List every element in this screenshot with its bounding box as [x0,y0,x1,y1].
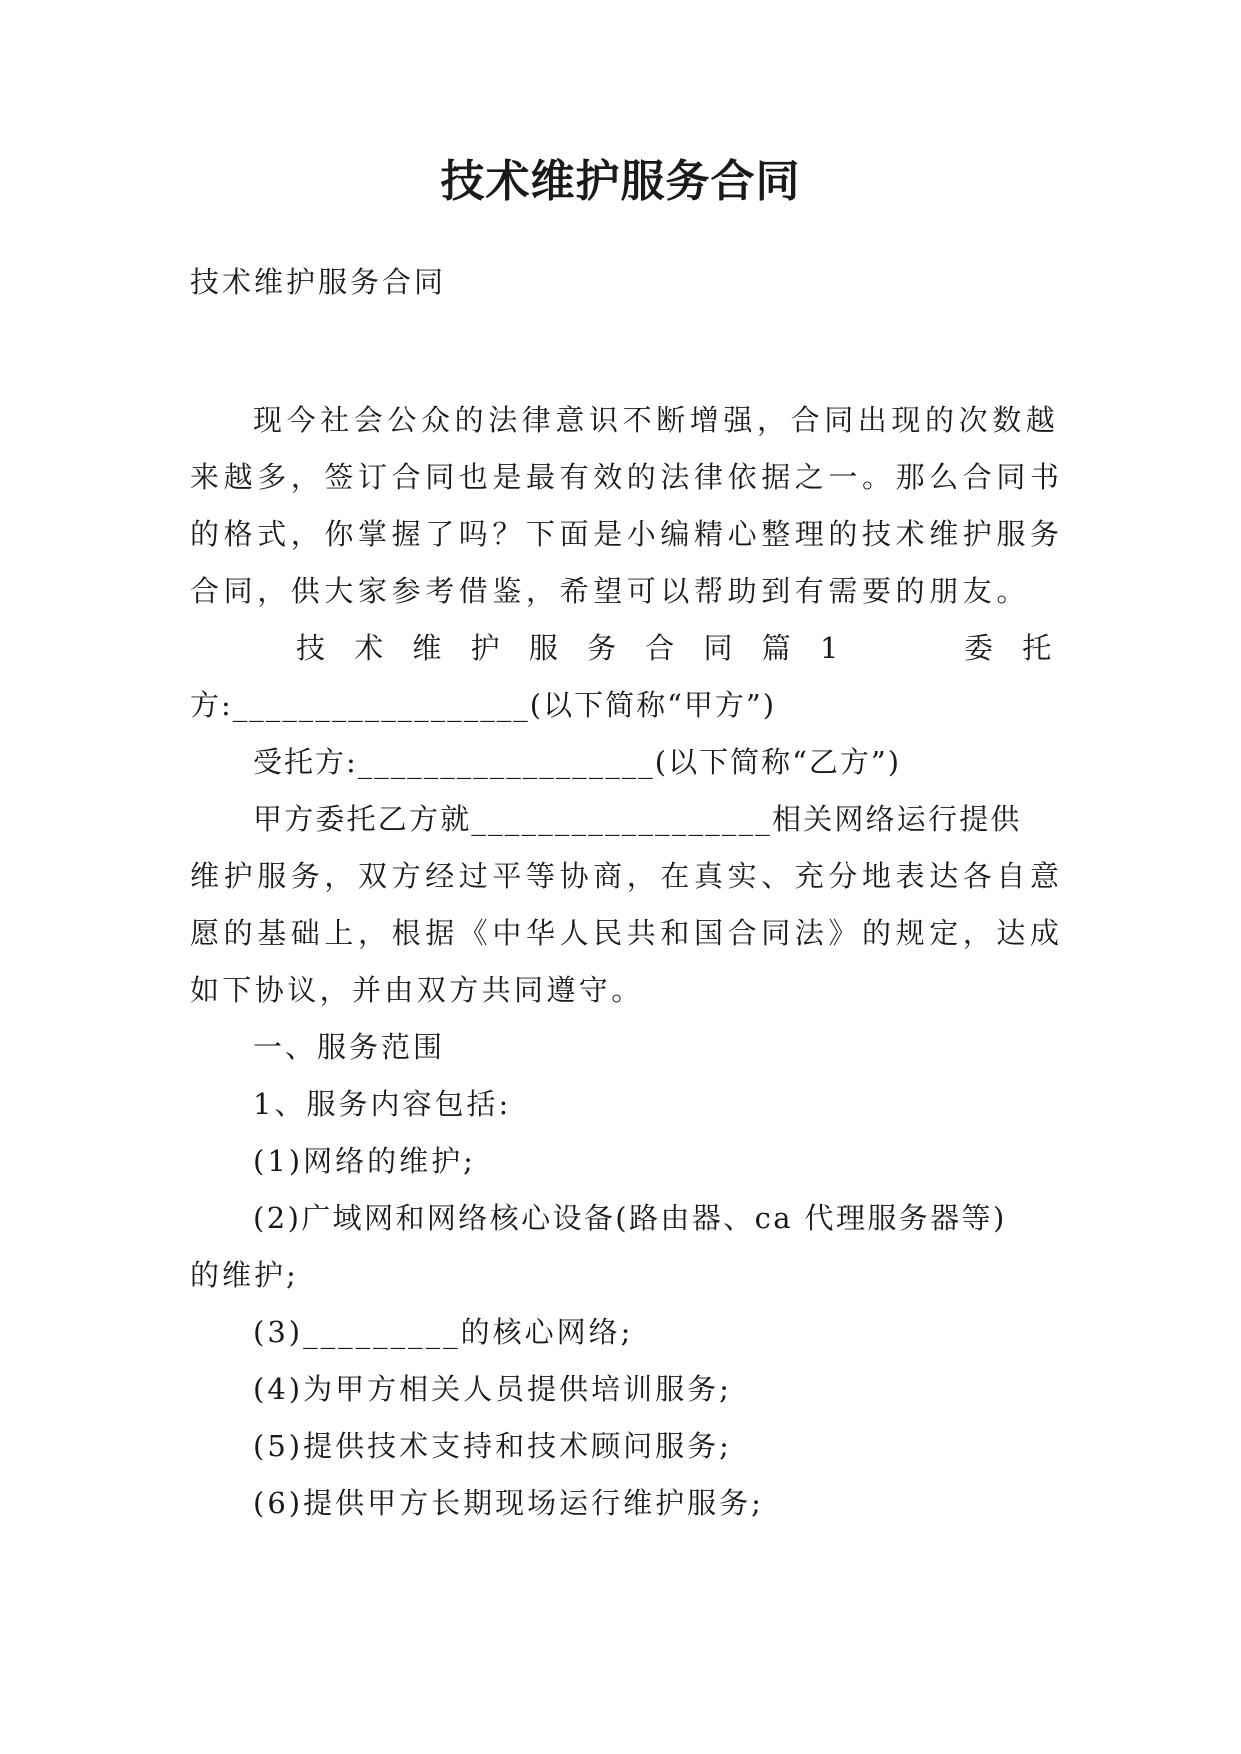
agreement-line-4: 如下协议，并由双方共同遵守。 [190,973,644,1007]
article-heading-right: 委 托 [964,631,1062,665]
list-item: (6)提供甲方长期现场运行维护服务; [253,1486,764,1520]
list-item: 的维护; [190,1258,299,1292]
intro-line-4: 合同，供大家参考借鉴，希望可以帮助到有需要的朋友。 [190,574,1031,608]
list-item: (2)广域网和网络核心设备(路由器、ca 代理服务器等) [253,1201,1007,1235]
intro-line-3: 的格式，你掌握了吗？下面是小编精心整理的技术维护服务 [190,517,1064,551]
agreement-line-3: 愿的基础上，根据《中华人民共和国合同法》的规定，达成 [190,916,1064,950]
intro-line-2: 来越多，签订合同也是最有效的法律依据之一。那么合同书 [190,460,1064,494]
party-b-line: 受托方:__________________(以下简称“乙方”) [253,745,902,779]
list-item: (3)_________的核心网络; [253,1315,634,1349]
list-item: (4)为甲方相关人员提供培训服务; [253,1372,732,1406]
agreement-line-1: 甲方委托乙方就__________________相关网络运行提供 [253,802,1022,836]
document-subtitle: 技术维护服务合同 [190,265,447,299]
intro-line-1: 现今社会公众的法律意识不断增强，合同出现的次数越 [253,403,1060,437]
agreement-line-2: 维护服务，双方经过平等协商，在真实、充分地表达各自意 [190,859,1064,893]
article-heading: 技 术 维 护 服 务 合 同 篇 1 [296,631,849,665]
section-1-heading: 一、服务范围 [253,1030,446,1064]
list-item: (5)提供技术支持和技术顾问服务; [253,1429,732,1463]
party-a-line: 方:__________________(以下简称“甲方”) [190,688,777,722]
list-item: (1)网络的维护; [253,1144,476,1178]
document-title: 技术维护服务合同 [440,156,801,207]
item-1-heading: 1、服务内容包括: [253,1087,512,1121]
